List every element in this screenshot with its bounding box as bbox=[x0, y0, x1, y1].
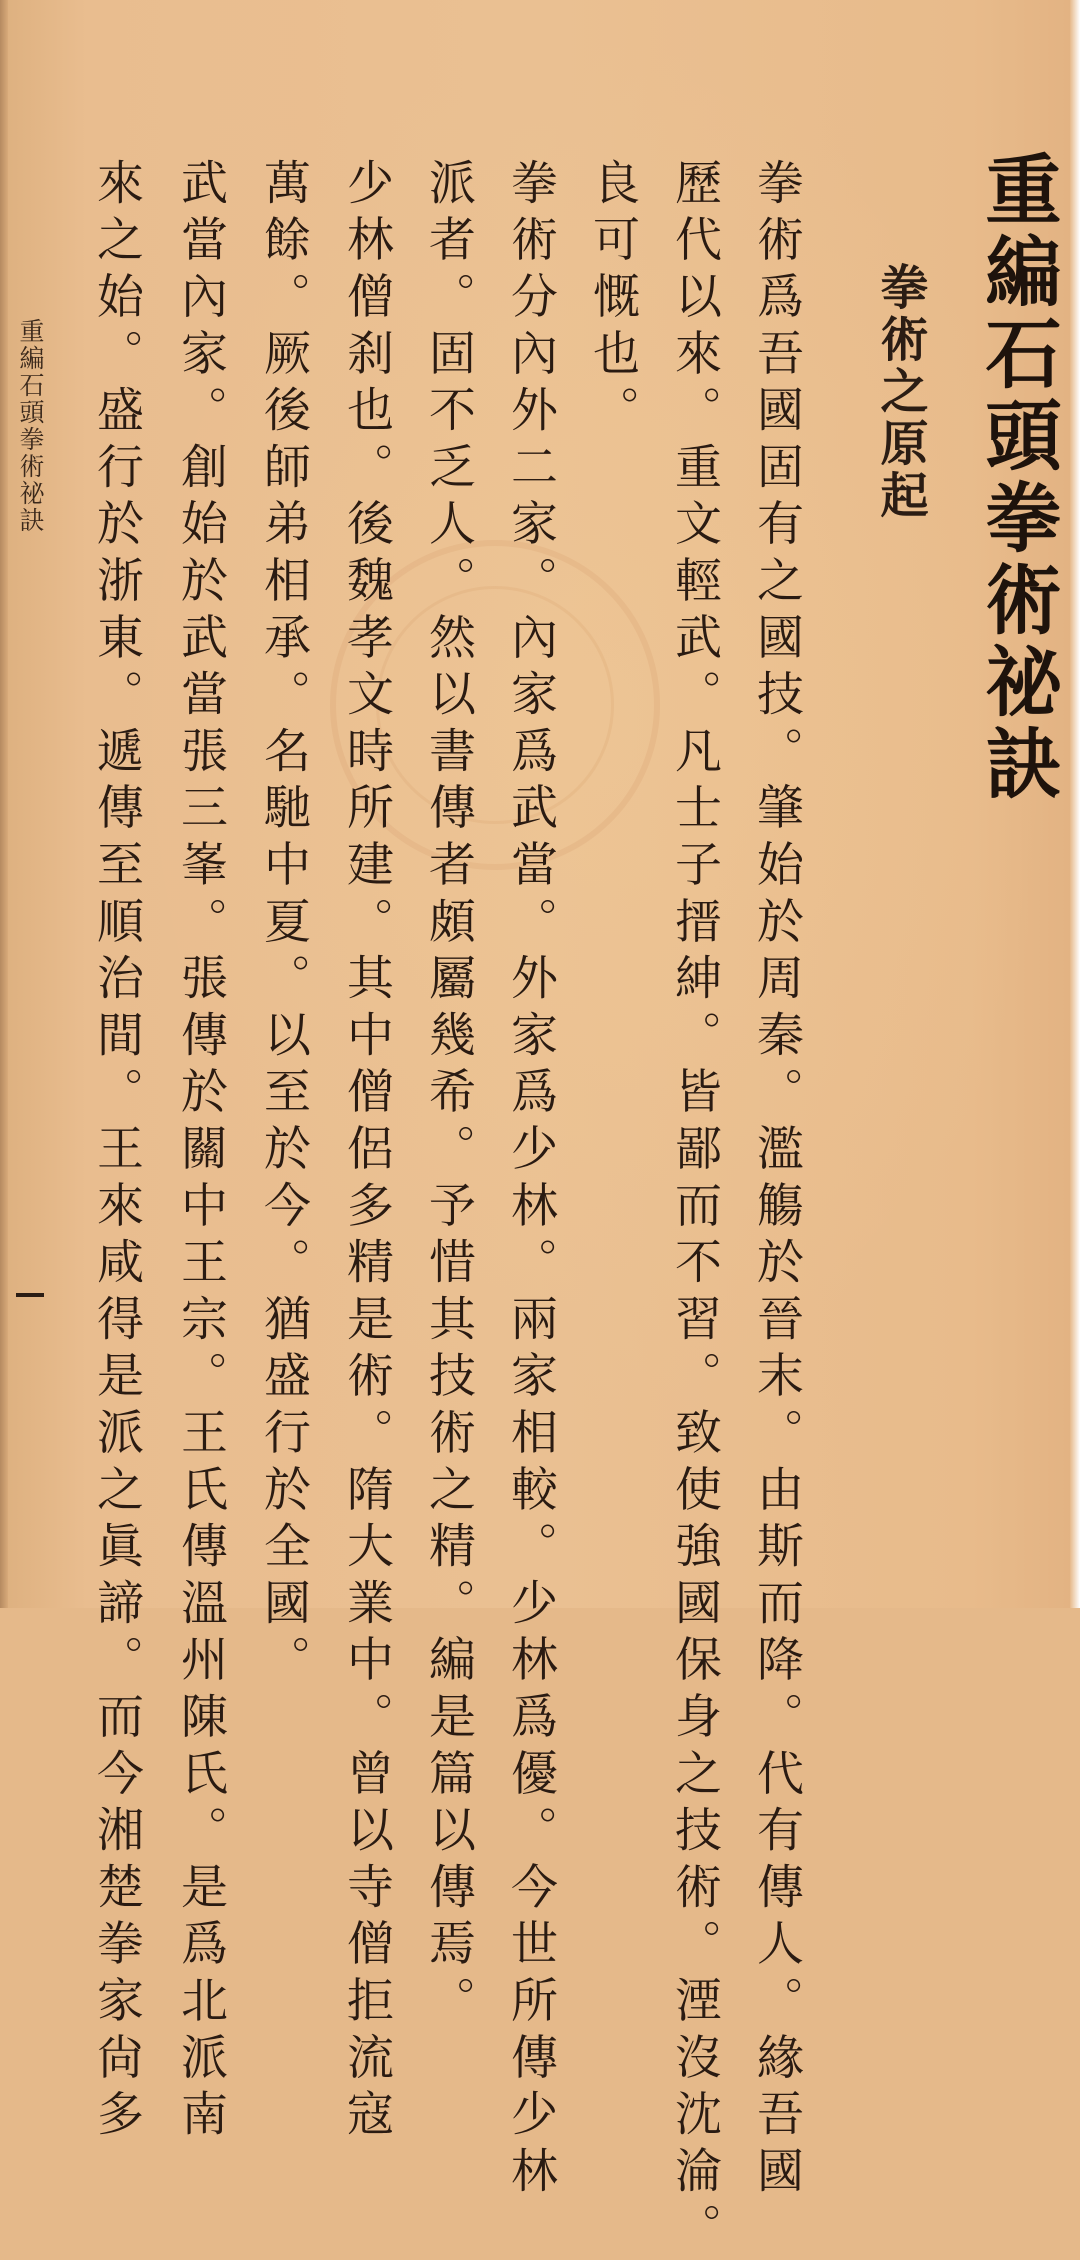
body-text-line: 歷代以來。重文輕武。凡士子搢紳。皆鄙而不習。致使強國保身之技術。湮沒沈淪。 bbox=[667, 158, 722, 2260]
body-text-line: 拳術爲吾國固有之國技。肇始於周秦。濫觴於晉末。由斯而降。代有傳人。緣吾國 bbox=[749, 158, 804, 2203]
body-text-line: 派者。固不乏人。然以書傳者頗屬幾希。予惜其技術之精。編是篇以傳焉。 bbox=[421, 158, 476, 2033]
running-head: 重編石頭拳術祕訣 bbox=[16, 318, 45, 534]
body-text-line: 少林僧刹也。後魏孝文時所建。其中僧侶多精是術。隋大業中。曾以寺僧拒流寇 bbox=[339, 158, 394, 2146]
body-text-line: 萬餘。厥後師弟相承。名馳中夏。以至於今。猶盛行於全國。 bbox=[256, 158, 311, 1692]
book-title: 重編石頭拳術祕訣 bbox=[973, 150, 1062, 806]
page-number bbox=[16, 1293, 44, 1297]
body-text-line: 來之始。盛行於浙東。遞傳至順治間。王來咸得是派之眞諦。而今湘楚拳家尙多 bbox=[89, 158, 144, 2146]
page-binding-edge bbox=[0, 0, 8, 1608]
body-text-line: 武當內家。創始於武當張三峯。張傳於關中王宗。王氏傳溫州陳氏。是爲北派南 bbox=[173, 158, 228, 2146]
body-text-line: 拳術分內外二家。內家爲武當。外家爲少林。兩家相較。少林爲優。今世所傳少林 bbox=[503, 158, 558, 2203]
body-text-line: 良可慨也。 bbox=[585, 158, 640, 442]
section-title: 拳術之原起 bbox=[872, 262, 928, 522]
faded-seal-inner-ring bbox=[376, 586, 614, 824]
